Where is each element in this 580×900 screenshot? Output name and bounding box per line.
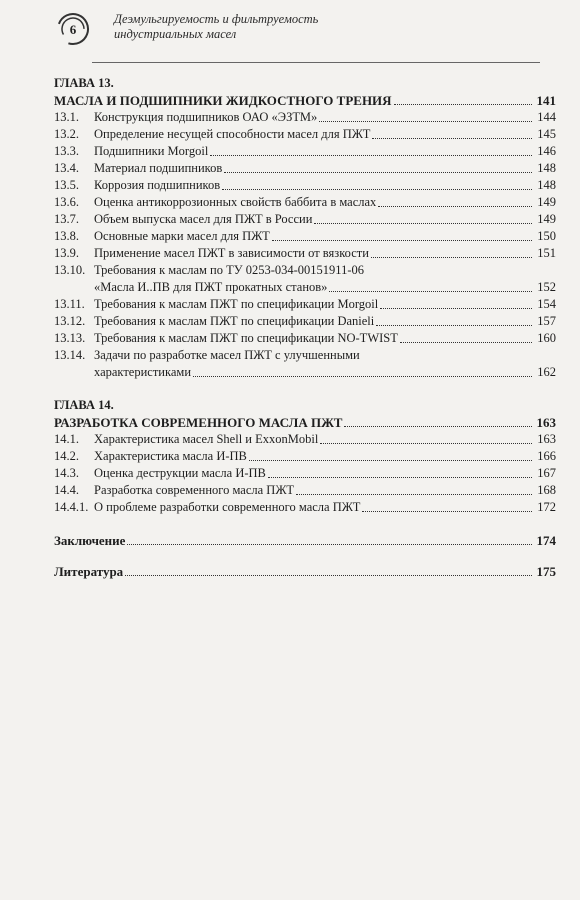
entry-number: 13.10. bbox=[54, 263, 86, 277]
leader-dots bbox=[296, 494, 532, 495]
page-header bbox=[56, 8, 536, 52]
page-number: 148 bbox=[537, 161, 556, 175]
page-number: 148 bbox=[537, 178, 556, 192]
page-number: 172 bbox=[537, 500, 556, 514]
toc-entry bbox=[54, 499, 556, 516]
leader-dots bbox=[249, 460, 532, 461]
chapter-14-title: РАЗРАБОТКА СОВРЕМЕННОГО МАСЛА ПЖТ bbox=[54, 415, 343, 430]
entry-number: 13.8. bbox=[54, 229, 79, 243]
leader-dots bbox=[394, 104, 532, 105]
toc-entry bbox=[54, 448, 556, 465]
header-divider bbox=[92, 62, 540, 63]
toc-entry bbox=[54, 482, 556, 499]
leader-dots bbox=[372, 138, 532, 139]
leader-dots bbox=[125, 575, 532, 576]
leader-dots bbox=[268, 477, 532, 478]
entry-number: 13.6. bbox=[54, 195, 79, 209]
entry-number: 13.9. bbox=[54, 246, 79, 260]
entry-text: Применение масел ПЖТ в зависимости от вязкости bbox=[94, 246, 369, 260]
entry-text: Требования к маслам ПЖТ по спецификации Danieli bbox=[94, 314, 375, 328]
chapter-14-label: ГЛАВА 14. bbox=[54, 398, 114, 412]
running-title-line2: индустриальных масел bbox=[114, 27, 237, 41]
running-title bbox=[114, 12, 318, 42]
entry-text: Оценка деструкции масла И-ПВ bbox=[94, 466, 266, 480]
toc-entry-continuation bbox=[54, 364, 556, 381]
toc-entry bbox=[54, 296, 556, 313]
page-number: 144 bbox=[537, 110, 556, 124]
toc-entry bbox=[54, 465, 556, 482]
toc-entry bbox=[54, 228, 556, 245]
leader-dots bbox=[314, 223, 532, 224]
entry-text: Разработка современного масла ПЖТ bbox=[94, 483, 294, 497]
page-number: 154 bbox=[537, 297, 556, 311]
entry-text: Требования к маслам ПЖТ по спецификации Morgoil bbox=[94, 297, 379, 311]
page-number: 149 bbox=[537, 195, 556, 209]
entry-number: 13.12. bbox=[54, 314, 86, 328]
chapter-13-label: ГЛАВА 13. bbox=[54, 76, 114, 90]
page-number: 163 bbox=[536, 415, 556, 430]
page-number: 151 bbox=[537, 246, 556, 260]
literature-text: Литература bbox=[54, 564, 124, 579]
entry-number: 14.4.1. bbox=[54, 500, 89, 514]
page-number: 150 bbox=[537, 229, 556, 243]
leader-dots bbox=[329, 291, 532, 292]
toc-entry bbox=[54, 194, 556, 211]
logo-number: 6 bbox=[69, 22, 77, 37]
toc-entry-continuation bbox=[54, 279, 556, 296]
entry-text-line2: характеристиками bbox=[94, 365, 192, 379]
page-number: 146 bbox=[537, 144, 556, 158]
entry-text: Коррозия подшипников bbox=[94, 178, 221, 192]
chapter-13-title: МАСЛА И ПОДШИПНИКИ ЖИДКОСТНОГО ТРЕНИЯ bbox=[54, 93, 392, 108]
conclusion-entry bbox=[54, 532, 556, 549]
leader-dots bbox=[362, 511, 532, 512]
entry-text: Основные марки масел для ПЖТ bbox=[94, 229, 270, 243]
page-number: 163 bbox=[537, 432, 556, 446]
entry-number: 14.1. bbox=[54, 432, 79, 446]
toc-entry bbox=[54, 109, 556, 126]
page-number: 157 bbox=[537, 314, 556, 328]
entry-text: Объем выпуска масел для ПЖТ в России bbox=[94, 212, 313, 226]
leader-dots bbox=[371, 257, 532, 258]
toc-entry bbox=[54, 160, 556, 177]
toc-entry-multiline bbox=[54, 347, 556, 364]
entry-text-line1: Требования к маслам по ТУ 0253-034-00151911-06 bbox=[94, 263, 364, 277]
leader-dots bbox=[319, 121, 532, 122]
page-number: 175 bbox=[536, 564, 556, 579]
page-number: 174 bbox=[536, 533, 556, 548]
leader-dots bbox=[400, 342, 532, 343]
toc-entry bbox=[54, 330, 556, 347]
page-number: 149 bbox=[537, 212, 556, 226]
running-title-line1: Деэмульгируемость и фильтруемость bbox=[114, 12, 319, 26]
leader-dots bbox=[210, 155, 532, 156]
entry-number: 13.5. bbox=[54, 178, 79, 192]
table-of-contents bbox=[54, 75, 556, 580]
entry-text: Материал подшипников bbox=[94, 161, 223, 175]
leader-dots bbox=[378, 206, 532, 207]
entry-text-line1: Задачи по разработке масел ПЖТ с улучшенными bbox=[94, 348, 360, 362]
toc-entry bbox=[54, 313, 556, 330]
entry-number: 13.14. bbox=[54, 348, 86, 362]
entry-text: Требования к маслам ПЖТ по спецификации NO-TWIST bbox=[94, 331, 398, 345]
chapter-13-title-row bbox=[54, 92, 556, 109]
toc-entry bbox=[54, 431, 556, 448]
toc-entry bbox=[54, 143, 556, 160]
page-number: 160 bbox=[537, 331, 556, 345]
leader-dots bbox=[127, 544, 532, 545]
entry-text: Оценка антикоррозионных свойств баббита в маслах bbox=[94, 195, 377, 209]
entry-number: 13.3. bbox=[54, 144, 79, 158]
entry-text: Определение несущей способности масел для ПЖТ bbox=[94, 127, 371, 141]
entry-number: 14.3. bbox=[54, 466, 79, 480]
leader-dots bbox=[380, 308, 532, 309]
chapter-14-title-row bbox=[54, 414, 556, 431]
leader-dots bbox=[222, 189, 532, 190]
leader-dots bbox=[344, 426, 532, 427]
literature-entry bbox=[54, 563, 556, 580]
entry-text-line2: «Масла И..ПВ для ПЖТ прокатных станов» bbox=[94, 280, 328, 294]
leader-dots bbox=[193, 376, 532, 377]
page-number: 166 bbox=[537, 449, 556, 463]
page-number: 168 bbox=[537, 483, 556, 497]
entry-number: 13.11. bbox=[54, 297, 85, 311]
entry-text: Характеристика масел Shell и ExxonMobil bbox=[94, 432, 319, 446]
entry-number: 13.13. bbox=[54, 331, 86, 345]
page-number: 152 bbox=[537, 280, 556, 294]
entry-number: 14.2. bbox=[54, 449, 79, 463]
leader-dots bbox=[376, 325, 532, 326]
entry-text: О проблеме разработки современного масла ПЖТ bbox=[94, 500, 361, 514]
entry-text: Характеристика масла И-ПВ bbox=[94, 449, 247, 463]
toc-entry bbox=[54, 211, 556, 228]
page-number: 141 bbox=[536, 93, 556, 108]
toc-entry bbox=[54, 177, 556, 194]
toc-entry bbox=[54, 245, 556, 262]
entry-number: 13.1. bbox=[54, 110, 79, 124]
entry-number: 13.7. bbox=[54, 212, 79, 226]
publisher-logo-icon bbox=[56, 12, 90, 46]
toc-entry-multiline bbox=[54, 262, 556, 279]
conclusion-text: Заключение bbox=[54, 533, 126, 548]
page-number: 145 bbox=[537, 127, 556, 141]
entry-number: 14.4. bbox=[54, 483, 79, 497]
entry-text: Подшипники Morgoil bbox=[94, 144, 209, 158]
entry-number: 13.2. bbox=[54, 127, 79, 141]
entry-number: 13.4. bbox=[54, 161, 79, 175]
entry-text: Конструкция подшипников ОАО «ЭЗТМ» bbox=[94, 110, 318, 124]
page-number: 162 bbox=[537, 365, 556, 379]
leader-dots bbox=[320, 443, 532, 444]
toc-entry bbox=[54, 126, 556, 143]
leader-dots bbox=[272, 240, 532, 241]
leader-dots bbox=[224, 172, 532, 173]
page-number: 167 bbox=[537, 466, 556, 480]
